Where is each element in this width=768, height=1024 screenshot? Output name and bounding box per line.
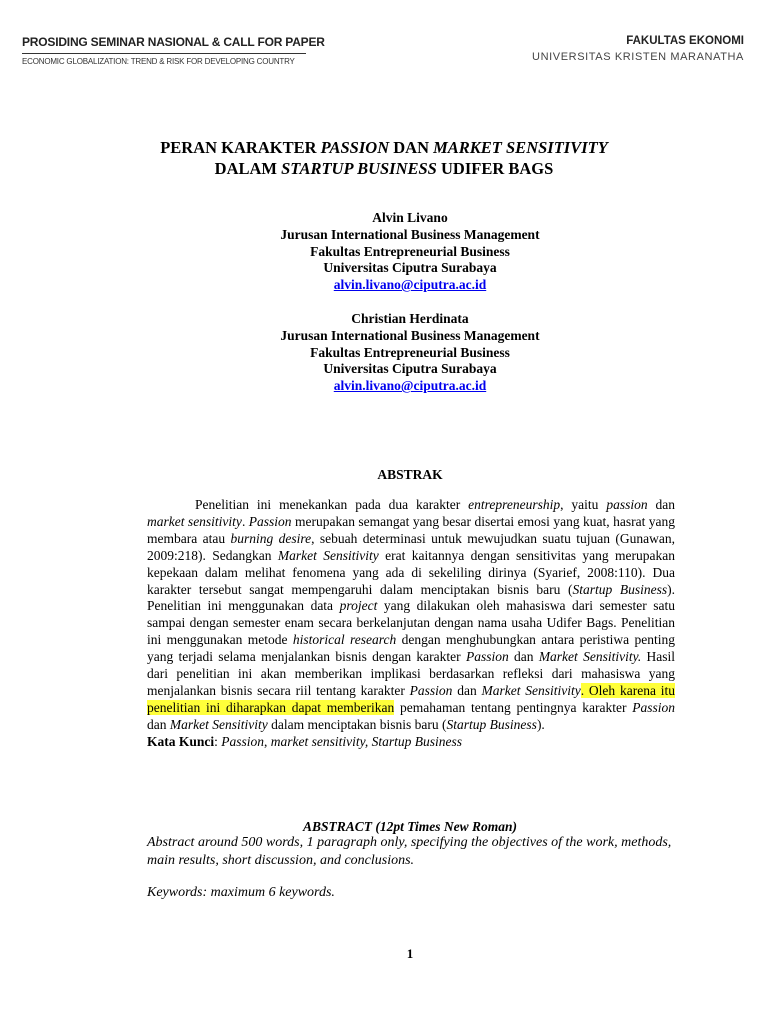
author-email-link[interactable]: alvin.livano@ciputra.ac.id bbox=[333, 378, 487, 394]
term: entrepreneurship bbox=[468, 497, 561, 512]
abstrak-body bbox=[147, 497, 675, 751]
text: merupakan semangat yang besar disertai emosi yang kuat, hasrat yang membara atau bbox=[147, 513, 676, 546]
author-department: Jurusan International Business Management bbox=[280, 226, 540, 242]
term: project bbox=[339, 598, 378, 614]
text: dengan menghubungkan antara peristiwa penting yang terjadi selama menjalankan bisnis dengan karakter bbox=[147, 632, 676, 665]
author-email-link[interactable]: alvin.livano@ciputra.ac.id bbox=[333, 277, 487, 293]
title-line-1 bbox=[0, 137, 768, 158]
text: yang dilakukan oleh mahasiswa dari semester satu sampai dengan semester enam secara berkelanjutan dengan nama usaha Udifer Bags. Penelitian ini menggunakan metode bbox=[147, 598, 676, 648]
title-italic: MARKET SENSITIVITY bbox=[433, 138, 608, 157]
text: Penelitian ini menekankan pada dua karakter bbox=[195, 497, 469, 512]
title-line-2 bbox=[0, 158, 768, 179]
abstract-heading: ABSTRACT (12pt Times New Roman) bbox=[302, 819, 518, 834]
term: historical research bbox=[292, 632, 397, 648]
text: , bbox=[264, 733, 271, 749]
term: Market Sensitivity. bbox=[538, 649, 642, 665]
text: ). Penelitian ini menggunakan data bbox=[147, 581, 675, 614]
proceedings-theme: ECONOMIC GLOBALIZATION: TREND & RISK FOR DEVELOPING COUNTRY bbox=[22, 57, 295, 66]
term: Passion bbox=[248, 513, 292, 529]
term: Startup Business bbox=[446, 716, 537, 732]
kata-kunci bbox=[147, 734, 675, 751]
text: dan bbox=[647, 497, 675, 512]
term: burning desire bbox=[230, 530, 312, 546]
author-block-1 bbox=[0, 210, 768, 294]
author-block-2 bbox=[0, 311, 768, 395]
text: Hasil dari penelitian ini akan memberikan implikasi berdasarkan refleksi dari mahasiswa yang menjalankan bisnis secara riil tentang karakter bbox=[147, 649, 676, 698]
title-text: DALAM bbox=[214, 159, 282, 178]
abstrak-paragraph bbox=[147, 497, 675, 734]
term: Market Sensitivity bbox=[277, 547, 379, 563]
term: passion bbox=[606, 497, 648, 512]
term: market sensitivity bbox=[147, 513, 242, 529]
page-number: 1 bbox=[406, 946, 414, 961]
term: Passion bbox=[409, 682, 453, 698]
title-italic: STARTUP BUSINESS bbox=[281, 159, 437, 178]
text: dalam menciptakan bisnis baru ( bbox=[267, 716, 447, 732]
author-department: Jurusan International Business Management bbox=[280, 327, 540, 343]
text: dan bbox=[147, 716, 170, 732]
text: , sebuah determinasi untuk mewujudkan suatu tujuan (Gunawan, 2009:218). Sedangkan bbox=[147, 530, 675, 563]
author-faculty: Fakultas Entrepreneurial Business bbox=[310, 344, 510, 360]
title-text: PERAN KARAKTER bbox=[160, 138, 321, 157]
text: dan bbox=[452, 682, 482, 698]
keyword: Passion bbox=[221, 733, 265, 749]
author-faculty: Fakultas Entrepreneurial Business bbox=[310, 243, 510, 259]
title-italic: PASSION bbox=[320, 138, 390, 157]
term: Startup Business bbox=[572, 581, 668, 597]
kata-kunci-label: Kata Kunci bbox=[147, 733, 215, 749]
term: Market Sensitivity bbox=[169, 716, 268, 732]
title-text: DAN bbox=[389, 138, 434, 157]
proceedings-title: PROSIDING SEMINAR NASIONAL & CALL FOR PAPER bbox=[22, 35, 325, 49]
abstrak-heading: ABSTRAK bbox=[377, 467, 443, 482]
faculty-name: FAKULTAS EKONOMI bbox=[626, 35, 744, 47]
term: Passion bbox=[465, 649, 509, 665]
term: Passion bbox=[632, 699, 675, 715]
term: Market Sensitivity bbox=[481, 682, 581, 698]
author-university: Universitas Ciputra Surabaya bbox=[323, 260, 497, 276]
text: dan bbox=[508, 649, 539, 665]
header-divider bbox=[22, 53, 306, 54]
highlighted-text: . Oleh karena itu penelitian ini diharapkan dapat memberikan bbox=[147, 682, 675, 715]
abstract-body: Abstract around 500 words, 1 paragraph only, specifying the objectives of the work, methods, main results, short discussion, and conclusions. bbox=[147, 835, 672, 868]
author-name: Christian Herdinata bbox=[351, 311, 469, 326]
text: , yaitu bbox=[560, 497, 607, 512]
title-text: UDIFER BAGS bbox=[436, 159, 554, 178]
keyword: market sensitivity, Startup Business bbox=[270, 733, 463, 749]
text: ). bbox=[536, 716, 545, 732]
text: pemahaman tentang pentingnya karakter bbox=[394, 699, 633, 715]
abstract-keywords: Keywords: maximum 6 keywords. bbox=[147, 885, 335, 900]
author-name: Alvin Livano bbox=[372, 210, 448, 225]
text: : bbox=[214, 733, 222, 749]
author-university: Universitas Ciputra Surabaya bbox=[323, 361, 497, 377]
paper-title bbox=[0, 137, 768, 179]
university-name: UNIVERSITAS KRISTEN MARANATHA bbox=[532, 51, 744, 63]
text: . bbox=[241, 513, 249, 529]
text: erat kaitannya dengan sensitivitas yang merupakan kepekaan dalam melihat fenomena yang ada di sekeliling dirinya (Syarief, 2008:110). Dua karakter tersebut sangat mempengaruhi dalam menciptakan bisnis baru ( bbox=[147, 547, 675, 597]
